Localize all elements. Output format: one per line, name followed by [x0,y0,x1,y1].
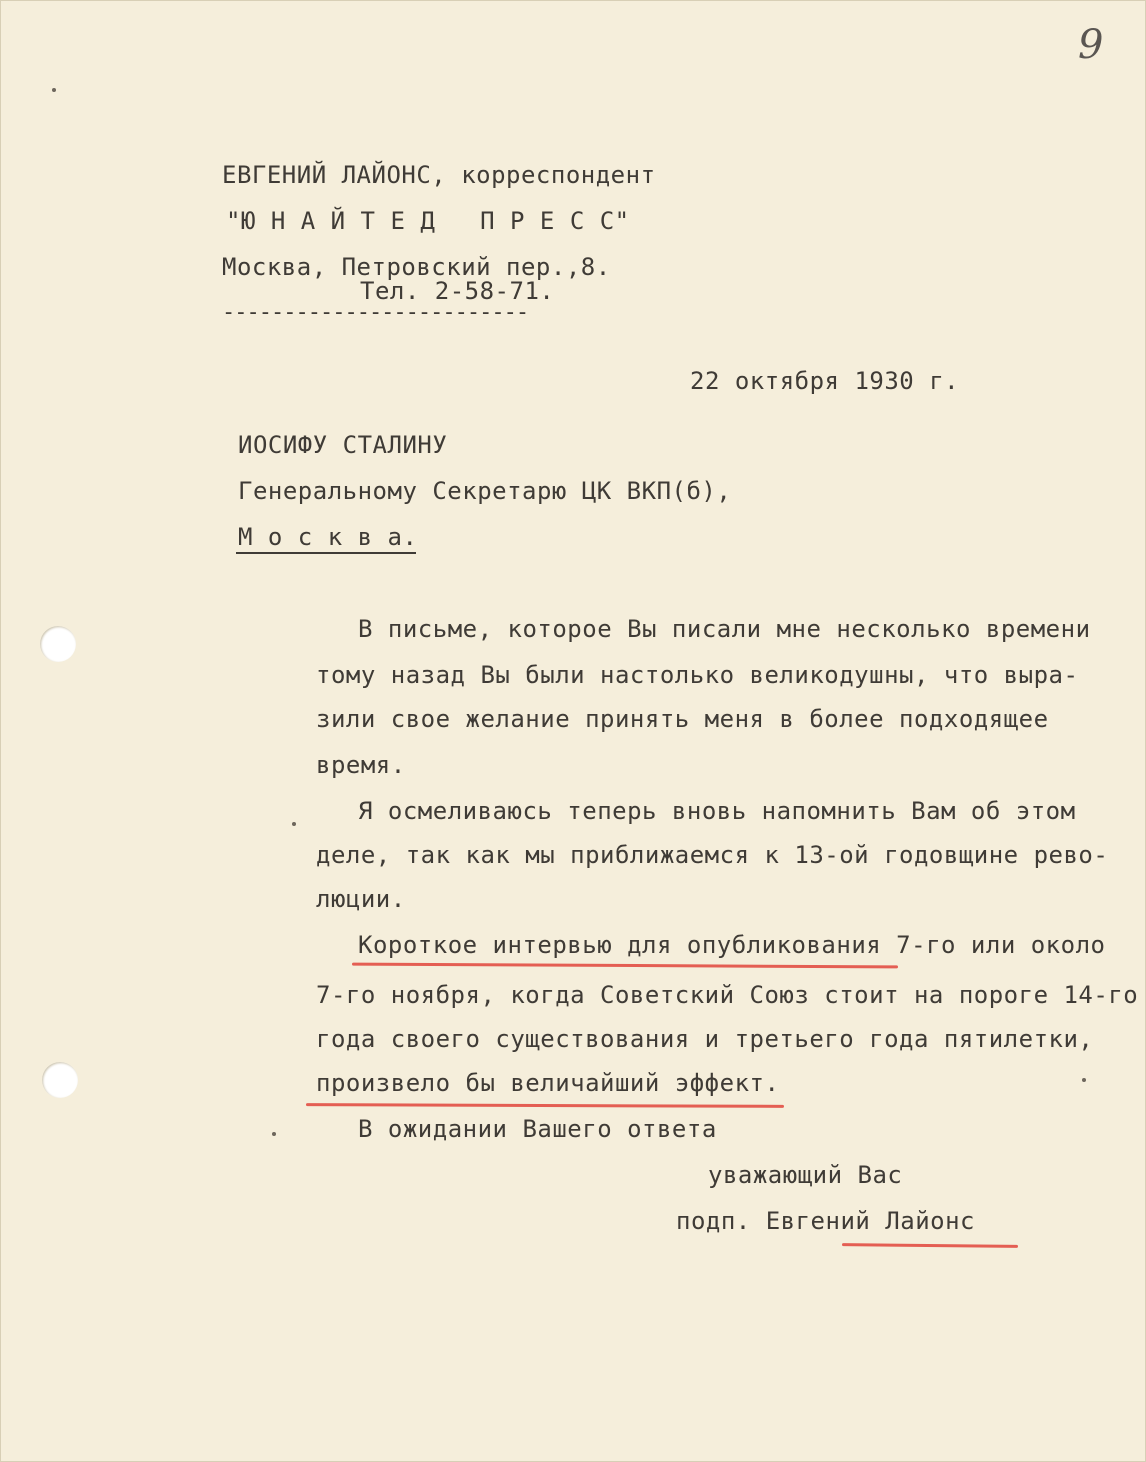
city-underline [236,552,416,554]
letterhead-name: ЕВГЕНИЙ ЛАЙОНС, корреспондент [222,161,656,189]
body-line: время. [316,751,406,779]
body-line: Я осмеливаюсь теперь вновь напомнить Вам об этом [358,797,1076,825]
red-underline-interview [352,963,898,969]
body-line: 7-го ноября, когда Советский Союз стоит на пороге 14-го [316,981,1139,1009]
punch-hole-bottom [42,1062,78,1098]
ink-speck [292,822,296,826]
red-underline-signature [842,1243,1018,1248]
ink-speck [52,88,56,92]
recipient-city: М о с к в а. [238,523,418,551]
body-line: тому назад Вы были настолько великодушны, что выра- [316,661,1079,689]
letterhead-phone: Тел. 2-58-71. [360,277,555,305]
punch-hole-top [40,626,76,662]
page-number: 9 [1078,22,1104,68]
body-line: В ожидании Вашего ответа [358,1115,717,1143]
body-line: зили свое желание принять меня в более подходящее [316,705,1049,733]
body-line: люции. [316,885,406,913]
body-line: В письме, которое Вы писали мне несколько времени [358,615,1091,643]
body-line: деле, так как мы приближаемся к 13-ой годовщине рево- [316,841,1109,869]
body-line: года своего существования и третьего года пятилетки, [316,1025,1094,1053]
letterhead-address: Москва, Петровский пер.,8. [222,253,611,281]
recipient-title: Генеральному Секретарю ЦК ВКП(б), [238,477,732,505]
body-line: Короткое интервью для опубликования 7-го или около [358,931,1106,959]
body-line: произвело бы величайший эффект. [316,1069,780,1097]
closing-regards: уважающий Вас [708,1161,903,1189]
letter-date: 22 октября 1930 г. [690,367,960,395]
letterhead-separator: ------------------------- [222,300,529,325]
ink-speck [272,1132,276,1136]
closing-signature: подп. Евгений Лайонс [676,1207,975,1235]
letterhead-agency: "Ю Н А Й Т Е Д П Р Е С С" [226,207,630,235]
ink-speck [1082,1078,1086,1082]
red-underline-effect [306,1103,784,1108]
recipient-name: ИОСИФУ СТАЛИНУ [238,431,448,459]
